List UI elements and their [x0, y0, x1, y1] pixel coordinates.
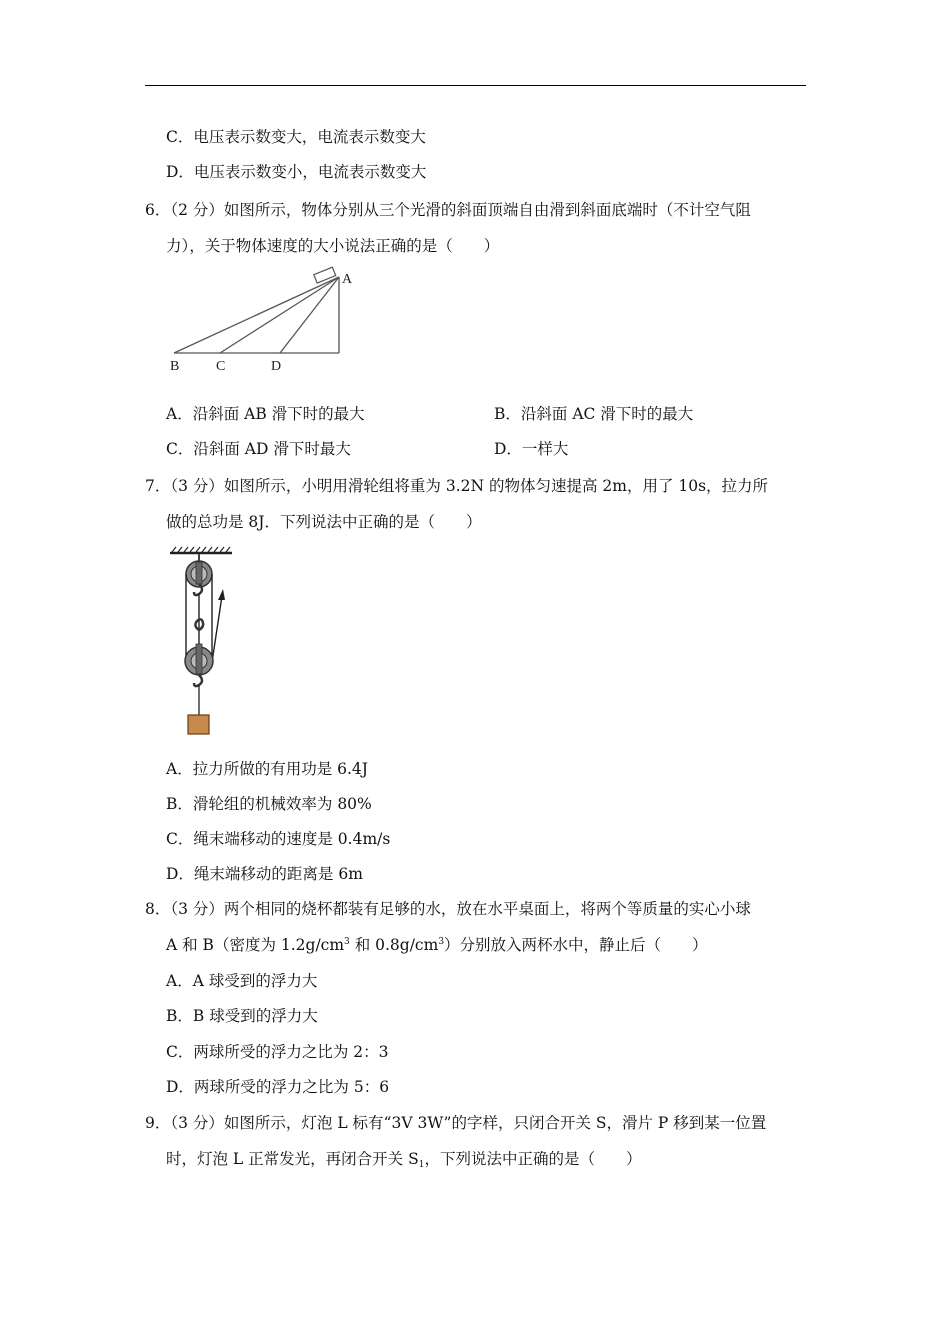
label-a: A — [342, 272, 353, 287]
q6-option-b: B．沿斜面 AC 滑下时的最大 — [494, 405, 694, 423]
q9-sub-1: 1 — [418, 1160, 425, 1170]
label-d: D — [271, 359, 282, 374]
rope-free-end — [212, 596, 222, 662]
q7-stem-line2: 做的总功是 8J．下列说法中正确的是（ ） — [166, 513, 482, 531]
q9-stem-line2 — [166, 1149, 641, 1169]
incline-ac — [220, 277, 339, 353]
q8-sup-2: 3 — [438, 937, 445, 947]
q6-option-a: A．沿斜面 AB 滑下时的最大 — [166, 405, 365, 423]
q8-stem-part3: ）分别放入两杯水中，静止后（ ） — [444, 936, 708, 954]
fixed-pulley-frame — [196, 562, 202, 584]
q9-stem-line1: 9．（3 分）如图所示，灯泡 L 标有“3V 3W”的字样，只闭合开关 S，滑片 P 移到某一位置 — [145, 1114, 767, 1132]
q6-stem-line1: 6．（2 分）如图所示，物体分别从三个光滑的斜面顶端自由滑到斜面底端时（不计空气阻 — [145, 201, 751, 219]
q6-stem-line2: 力），关于物体速度的大小说法正确的是（ ） — [166, 237, 500, 255]
q7-option-b: B．滑轮组的机械效率为 80% — [166, 795, 372, 813]
header-rule — [145, 85, 806, 86]
incline-ad — [280, 277, 339, 353]
label-b: B — [170, 359, 180, 374]
q8-option-a: A．A 球受到的浮力大 — [166, 972, 318, 990]
q7-option-a: A．拉力所做的有用功是 6.4J — [166, 760, 368, 778]
q7-option-d: D．绳末端移动的距离是 6m — [166, 865, 363, 883]
q8-stem-line2 — [166, 935, 708, 955]
q9-stem-part1: 时，灯泡 L 正常发光，再闭合开关 S — [166, 1150, 419, 1168]
q8-stem-part2: 和 0.8g/cm — [349, 936, 439, 954]
q5-option-d: D．电压表示数变小，电流表示数变大 — [166, 163, 427, 181]
movable-pulley-hook — [194, 675, 202, 686]
q6-option-d: D．一样大 — [494, 440, 569, 458]
load-block — [188, 715, 209, 734]
ceiling-hatch — [172, 547, 230, 552]
q8-stem-part1: A 和 B（密度为 1.2g/cm — [166, 936, 345, 954]
q9-stem-part2: ，下列说法中正确的是（ ） — [424, 1150, 642, 1168]
q7-stem-line1: 7．（3 分）如图所示，小明用滑轮组将重为 3.2N 的物体匀速提高 2m，用了 10s，拉力所 — [145, 477, 769, 495]
q8-option-b: B．B 球受到的浮力大 — [166, 1007, 318, 1025]
q8-stem-line1: 8．（3 分）两个相同的烧杯都装有足够的水，放在水平桌面上，将两个等质量的实心小球 — [145, 900, 751, 918]
q8-sup-1: 3 — [344, 937, 350, 947]
q8-option-c: C．两球所受的浮力之比为 2：3 — [166, 1043, 389, 1061]
q6-option-c: C．沿斜面 AD 滑下时最大 — [166, 440, 351, 458]
incline-ab — [174, 277, 339, 353]
q5-option-c: C．电压表示数变大，电流表示数变大 — [166, 128, 426, 146]
movable-pulley-frame — [196, 644, 202, 674]
incline-diagram — [160, 264, 370, 376]
pull-arrow-head — [218, 589, 225, 600]
label-c: C — [216, 359, 226, 374]
pulley-diagram — [164, 544, 244, 740]
q7-option-c: C．绳末端移动的速度是 0.4m/s — [166, 830, 391, 848]
q8-option-d: D．两球所受的浮力之比为 5：6 — [166, 1078, 390, 1096]
